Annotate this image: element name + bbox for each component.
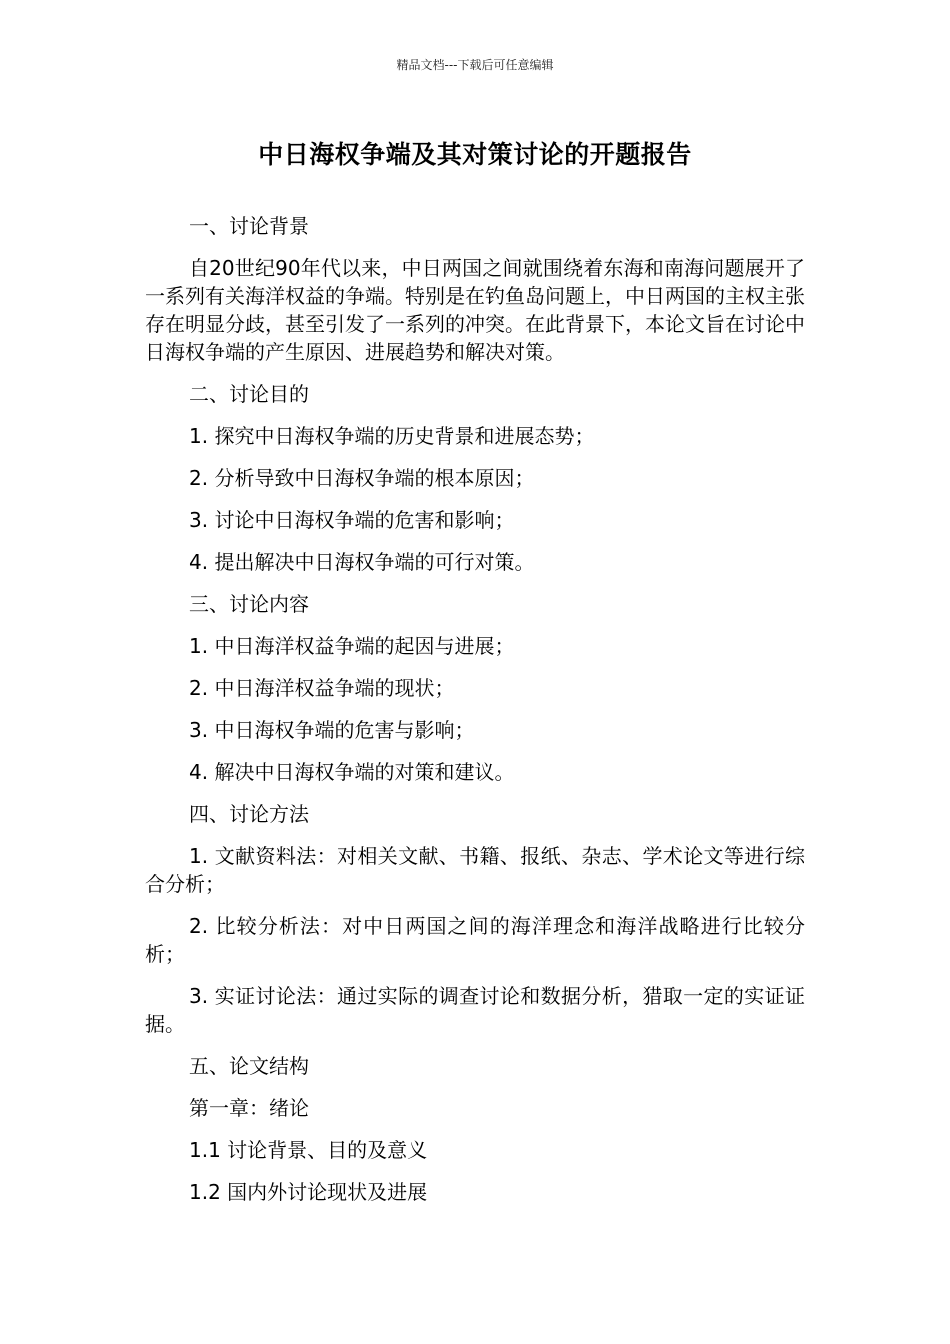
method-item-1: 1. 文献资料法：对相关文献、书籍、报纸、杂志、学术论文等进行综合分析； [145,844,805,896]
purpose-item-4: 4. 提出解决中日海权争端的可行对策。 [189,550,535,574]
method-item-3: 3. 实证讨论法：通过实际的调查讨论和数据分析，猎取一定的实证证据。 [145,984,805,1036]
purpose-item-3: 3. 讨论中日海权争端的危害和影响； [189,508,515,532]
background-paragraph: 自20世纪90年代以来，中日两国之间就围绕着东海和南海问题展开了一系列有关海洋权益的争端。特别是在钓鱼岛问题上，中日两国的主权主张存在明显分歧，甚至引发了一系列的冲突。在此背景下，本论文旨在讨论中日海权争端的产生原因、进展趋势和解决对策。 [145,256,805,364]
content-item-4: 4. 解决中日海权争端的对策和建议。 [189,760,515,784]
chapter-heading-1: 第一章：绪论 [189,1096,309,1120]
content-item-1: 1. 中日海洋权益争端的起因与进展； [189,634,515,658]
chapter-subsection-1-2: 1.2 国内外讨论现状及进展 [189,1180,428,1204]
content-item-2: 2. 中日海洋权益争端的现状； [189,676,455,700]
section-heading-methods: 四、讨论方法 [189,802,309,826]
document-title: 中日海权争端及其对策讨论的开题报告 [258,140,692,169]
section-heading-background: 一、讨论背景 [189,214,309,238]
section-heading-purpose: 二、讨论目的 [189,382,309,406]
chapter-subsection-1-1: 1.1 讨论背景、目的及意义 [189,1138,428,1162]
content-item-3: 3. 中日海权争端的危害与影响； [189,718,475,742]
document-body [145,212,805,1220]
section-heading-content: 三、讨论内容 [189,592,309,616]
purpose-item-1: 1. 探究中日海权争端的历史背景和进展态势； [189,424,595,448]
method-item-2: 2. 比较分析法：对中日两国之间的海洋理念和海洋战略进行比较分析； [145,914,805,966]
purpose-item-2: 2. 分析导致中日海权争端的根本原因； [189,466,535,490]
section-heading-structure: 五、论文结构 [189,1054,309,1078]
page-header-watermark: 精品文档---下载后可任意编辑 [396,58,554,72]
